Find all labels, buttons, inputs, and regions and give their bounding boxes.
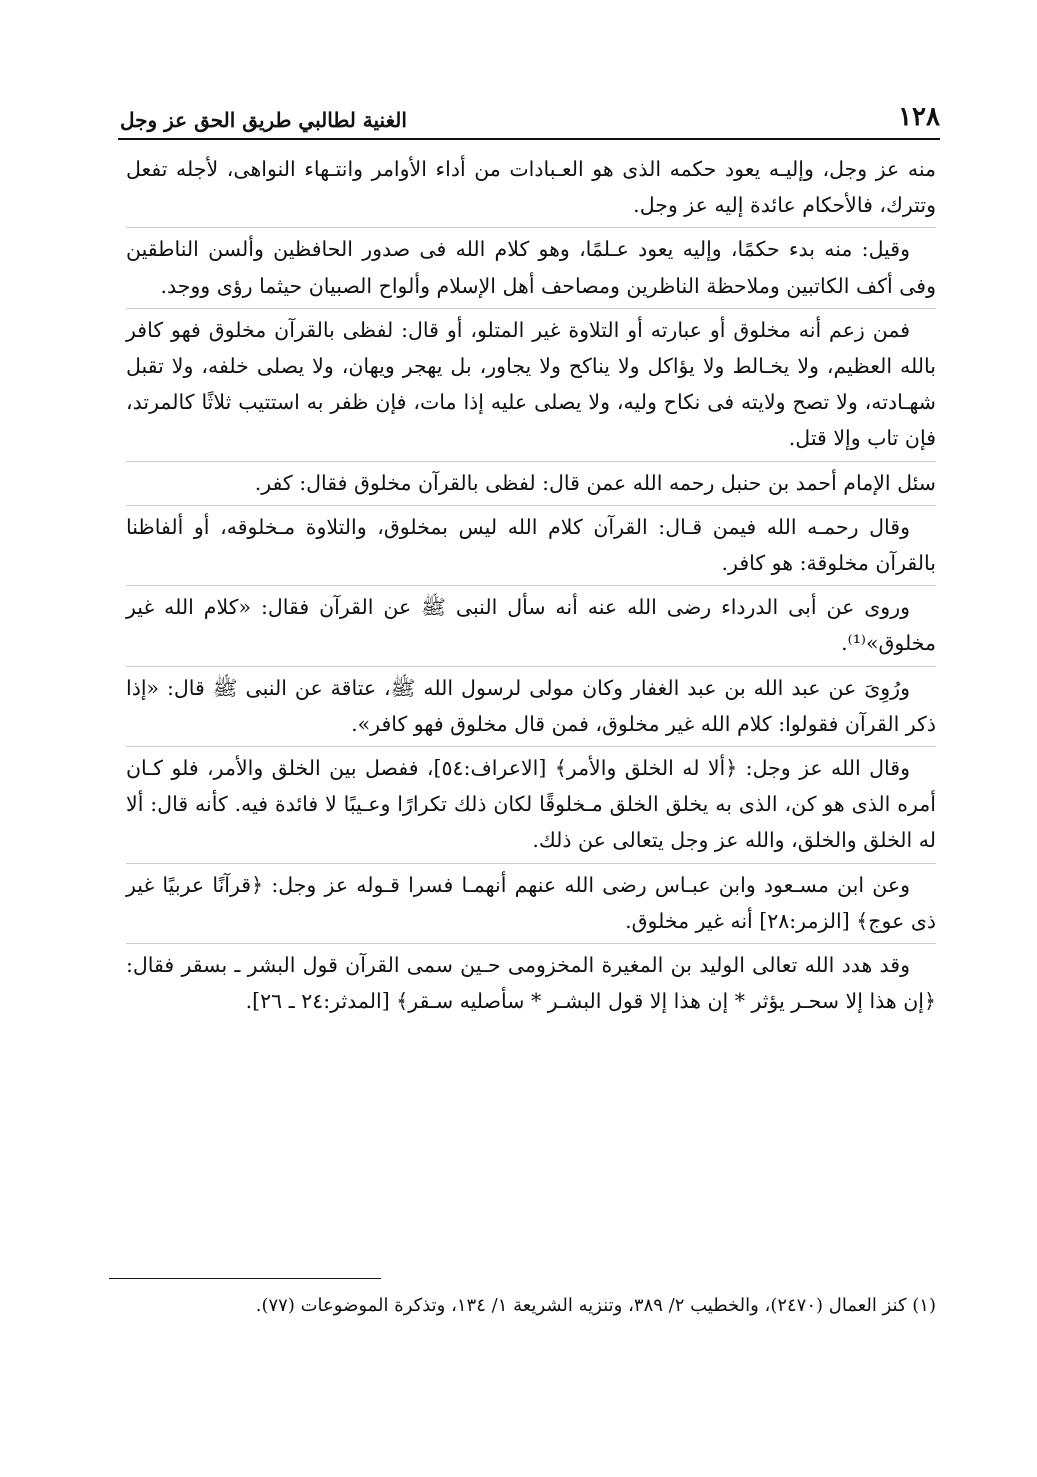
paragraph: وروى عن أبى الدرداء رضى الله عنه أنه سأل النبى ﷺ عن القرآن فقال: «كلام الله غير مخلوق»⁽¹⁾. (126, 595, 936, 656)
page-number: ١٢٨ (898, 102, 940, 132)
paragraph: وقال رحمـه الله فيمن قـال: القرآن كلام الله ليس بمخلوق، والتلاوة مـخلوقه، أو ألفاظنا بالقرآن مخلوقة: هو كافر. (126, 514, 936, 576)
paragraph: وقال الله عز وجل: ﴿ألا له الخلق والأمر﴾ [الاعراف:٥٤]، ففصل بين الخلق والأمر، فلو كـان أمره الذى هو كن، الذى به يخلق الخلق مـخلوقًا لكان ذلك تكرارًا وعـيبًا لا فائدة فيه. كأنه قال: ألا له الخلق والخلق، والله عز وجل يتعالى عن ذلك. (126, 756, 936, 853)
paragraph: ورُوِىَ عن عبد الله بن عبد الغفار وكان مولى لرسول الله ﷺ، عتاقة عن النبى ﷺ قال: «إذا ذكر القرآن فقولوا: كلام الله غير مخلوق، فمن قال مخلوق فهو كافر». (126, 675, 936, 736)
footnote-rule (109, 1278, 381, 1279)
paragraph: فمن زعم أنه مخلوق أو عبارته أو التلاوة غير المتلو، أو قال: لفظى بالقرآن مخلوق فهو كافر بالله العظيم، ولا يخـالط ولا يؤاكل ولا يناكح ولا يجاور، بل يهجر ويهان، ولا يصلى خلفه، ولا تقبل شهـادته، ولا تصح ولايته فى نكاح وليه، ولا يصلى عليه إذا مات، فإن ظفر به استتيب ثلاثًا كالمرتد، فإن تاب وإلا قتل. (126, 317, 936, 451)
header-rule (118, 138, 940, 140)
paragraph: وقيل: منه بدء حكمًا، وإليه يعود عـلمًا، وهو كلام الله فى صدور الحافظين وألسن الناطقين وفى أكف الكاتبين وملاحظة الناظرين ومصاحف أهل الإسلام وألواح الصبيان حيثما رؤى ووجد. (126, 237, 936, 298)
paragraph: منه عز وجل، وإليـه يعود حكمه الذى هو العـبادات من أداء الأوامر وانتـهاء النواهى، لأجله تفعل وتترك، فالأحكام عائدة إليه عز وجل. (126, 157, 936, 218)
paragraph: وعن ابن مسـعود وابن عبـاس رضى الله عنهم أنهمـا فسرا قـوله عز وجل: ﴿قرآنًا عربيًا غير ذى عوج﴾ [الزمر:٢٨] أنه غير مخلوق. (126, 872, 936, 933)
running-header (120, 92, 940, 132)
body-text (126, 148, 936, 1023)
book-title: الغنية لطالبي طريق الحق عز وجل (120, 108, 407, 132)
footnote: (١) كنز العمال (٢٤٧٠)، والخطيب ٢/ ٣٨٩، وتنزيه الشريعة ١/ ١٣٤، وتذكرة الموضوعات (٧٧). (255, 1295, 936, 1316)
paragraph: وقد هدد الله تعالى الوليد بن المغيرة المخزومى حـين سمى القرآن قول البشر ـ بسقر فقال: ﴿إن هذا إلا سحـر يؤثر * إن هذا إلا قول البشـر * سأصليه سـقر﴾ [المدثر:٢٤ ـ ٢٦]. (126, 953, 936, 1014)
paragraph: سئل الإمام أحمد بن حنبل رحمه الله عمن قال: لفظى بالقرآن مخلوق فقال: كفر. (254, 470, 936, 495)
